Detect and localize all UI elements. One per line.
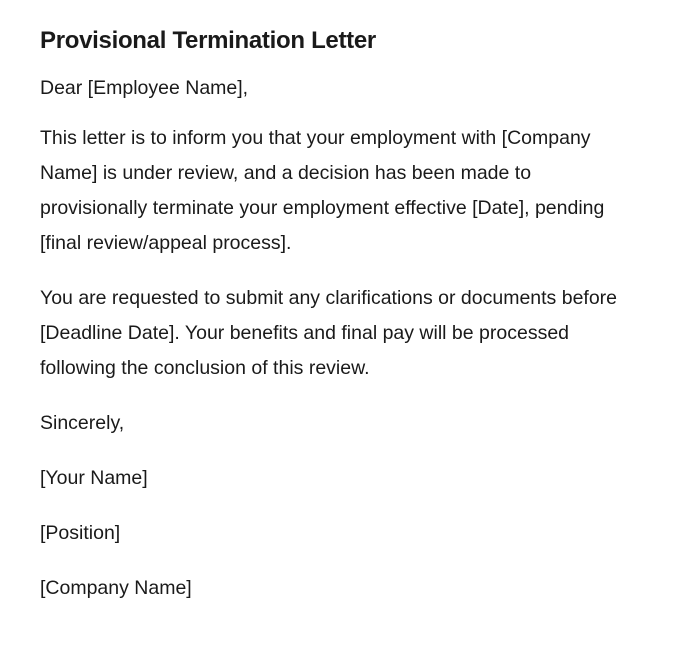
body-paragraph-2: You are requested to submit any clarifications or documents before [Deadline Date]. Your benefits and final pay will be processed following the conclusion of this review. (40, 287, 618, 379)
signature-position: [Position] (40, 522, 121, 544)
body-paragraph-1: This letter is to inform you that your employment with [Company Name] is under review, and a decision has been made to provisionally terminate your employment effective [Date], pending [final review/appeal process]. (40, 127, 605, 254)
letter-title: Provisional Termination Letter (40, 27, 376, 54)
signature-company: [Company Name] (40, 577, 192, 599)
salutation: Dear [Employee Name], (40, 77, 249, 99)
signature-name: [Your Name] (40, 467, 148, 489)
closing: Sincerely, (40, 412, 125, 434)
